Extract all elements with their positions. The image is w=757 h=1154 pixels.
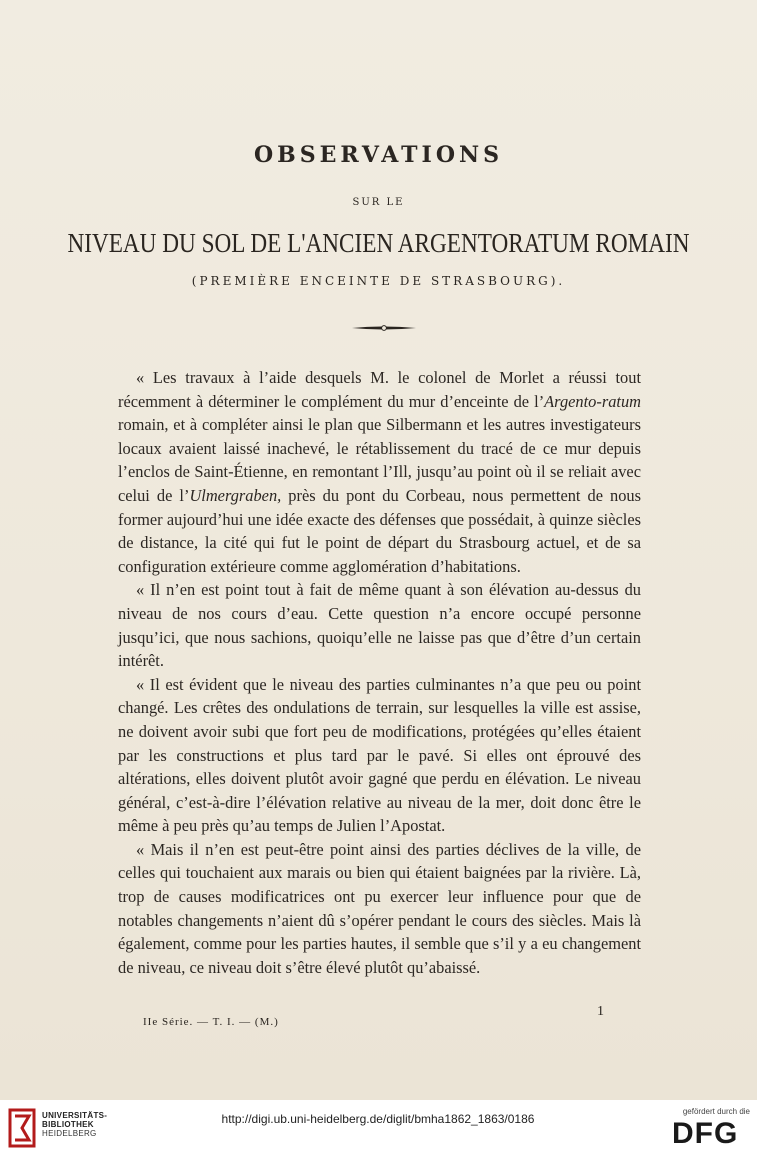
sur-le-label: SUR LE [352,197,405,208]
university-logo-icon[interactable] [8,1108,36,1148]
paragraph: « Il n’en est point tout à fait de même quant à son élévation au-dessus du niveau de nos cours d’eau. Cette question n’a encore occupé personne jusqu’ici, que nous sachions, quoiqu’elle ne laisse pas que d’être d’un certain intérêt. [118,580,641,671]
page-subtitle: NIVEAU DU SOL DE L'ANCIEN ARGENTORATUM ROMAIN [67,228,690,258]
institution-name: UNIVERSITÄTS- BIBLIOTHEK HEIDELBERG [42,1111,108,1138]
paragraph: « Il est évident que le niveau des parties culminantes n’a que peu ou point changé. Les crêtes des ondulations de terrain, sur lesquelles la ville est assise, ne doivent avoir subi que fort peu de modifications, protégées qu’elles étaient par les constructions et plus tard par le pavé. Si elles ont éprouvé des altérations, elles doivent plutôt avoir gagné que perdu en élévation. Le niveau général, c’est-à-dire l’élévation relative au niveau de la mer, doit donc être le même à peu près qu’au temps de Julien l’Apostat. [118,674,641,836]
document-url[interactable]: http://digi.ub.uni-heidelberg.de/diglit/bmha1862_1863/0186 [221,1112,535,1126]
series-footer: IIe Série. — T. I. — (M.) [143,1016,279,1028]
paragraph: « Mais il n’en est peut-être point ainsi des parties déclives de la ville, de celles qui touchaient aux marais ou bien qui étaient baignées par la rivière. Là, trop de causes modificatrices ont pu exercer leur influence pour que de notables changements n’aient dû s’opérer pendant le cours des siècles. Mais là également, comme pour les parties hautes, il semble que s’il y a eu changement de niveau, ce niveau doit s’être élevé plutôt qu’abaissé. [118,839,641,977]
article-body [118,366,641,979]
page-title: OBSERVATIONS [254,142,503,168]
funded-by-label: gefördert durch die [682,1107,750,1116]
page-number: 1 [597,1004,604,1019]
page-subsubtitle: (PREMIÈRE ENCEINTE DE STRASBOURG). [191,274,566,288]
bottom-bar [0,1100,757,1154]
ornament-divider [352,324,416,332]
dfg-logo[interactable]: DFG [672,1117,739,1150]
paragraph: « Les travaux à l’aide desquels M. le colonel de Morlet a réussi tout récemment à déterminer le complément du mur d’enceinte de l’Argento-ratum romain, et à compléter ainsi le plan que Silbermann et les autres investigateurs locaux avaient laissé inachevé, le rétablissement du tracé de ce mur depuis l’enclos de Saint-Étienne, en remontant l’Ill, jusqu’au point où il se reliait avec celui de l’Ulmergraben, près du pont du Corbeau, nous permettent de nous former aujourd’hui une idée exacte des défenses que possédait, à quinze siècles de distance, la cité qui fut le point de départ du Strasbourg actuel, et de sa configuration extérieure comme agglomération d’habitations. [118,368,642,576]
